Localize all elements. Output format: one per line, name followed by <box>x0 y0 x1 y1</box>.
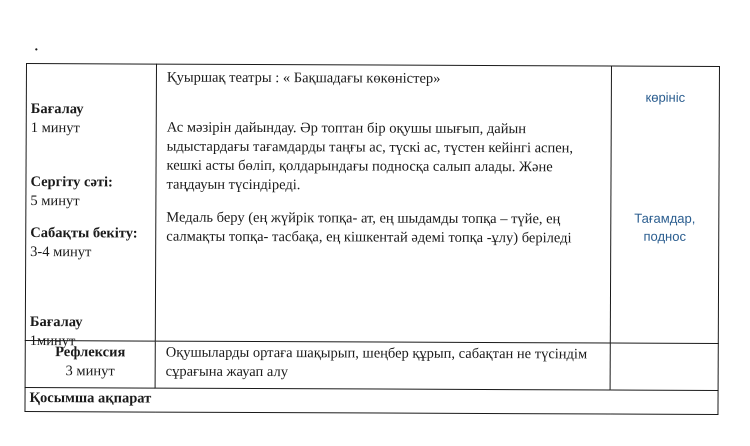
resources-cell <box>610 66 719 343</box>
resource-food-tray <box>611 210 718 246</box>
extra-info-label: Қосымша ақпарат <box>29 390 152 407</box>
assessment-time-1: 1 минут <box>30 120 80 137</box>
reflection-description-cell <box>155 341 610 390</box>
assessment-title-2: Бағалау <box>29 314 83 331</box>
consolidation-block <box>30 224 138 263</box>
warmup-title: Сергіту сәті: <box>30 174 113 191</box>
paragraph-line: Ас мәзірін дайындау. Әр топтан бір оқушы шығып, дайын <box>166 119 527 138</box>
extra-info-row <box>25 387 718 414</box>
reflection-line: сұрағына жауап алу <box>165 363 289 381</box>
lesson-plan-sheet <box>24 63 719 426</box>
paragraph-line: кешкі асты бөліп, қолдарындағы подносқа салып алады. Және <box>166 157 553 176</box>
lesson-plan-table <box>24 63 720 415</box>
paragraph-line: ыдыстардағы тағамдарды таңғы ас, түскі ас, түстен кейінгі аспен, <box>166 138 574 157</box>
assessment-block-2 <box>30 313 83 351</box>
resource-scene: көрініс <box>645 89 686 105</box>
assessment-time-2: 1минут <box>29 333 76 350</box>
menu-task-paragraph <box>166 119 604 197</box>
page-corner-mark: · <box>34 43 39 58</box>
reflection-title: Рефлексия <box>55 344 126 361</box>
paragraph-line: Медаль беру (ең жүйрік топқа- ат, ең шыдамды топқа – түйе, ең <box>166 209 561 228</box>
assessment-title-1: Бағалау <box>30 101 84 118</box>
assessment-block-1 <box>31 100 84 138</box>
reflection-line: Оқушыларды ортаға шақырып, шеңбер құрып, сабақтан не түсіндім <box>165 344 588 363</box>
reflection-row <box>25 340 718 390</box>
warmup-block <box>30 173 113 212</box>
consolidation-title: Сабақты бекіту: <box>30 225 138 242</box>
activity-description-cell <box>155 64 611 343</box>
paragraph-line: салмақты топқа- тасбақа, ең кішкентай әдемі топқа -ұлу) беріледі <box>166 228 572 247</box>
medal-paragraph <box>166 209 604 249</box>
extra-info-cell <box>25 387 718 414</box>
paragraph-line: таңдауын түсіндіреді. <box>166 176 301 194</box>
reflection-resources-cell <box>610 343 718 390</box>
warmup-time: 5 минут <box>30 193 80 210</box>
consolidation-time: 3-4 минут <box>30 244 92 261</box>
resource-line: Тағамдар, <box>634 210 696 226</box>
puppet-theatre-title: Қуыршақ театры : « Бақшадағы көкөністер» <box>166 69 441 87</box>
activities-row <box>25 64 719 344</box>
resource-line: поднос <box>643 228 687 244</box>
stage-time-cell <box>25 64 156 350</box>
reflection-time: 3 минут <box>65 363 115 380</box>
